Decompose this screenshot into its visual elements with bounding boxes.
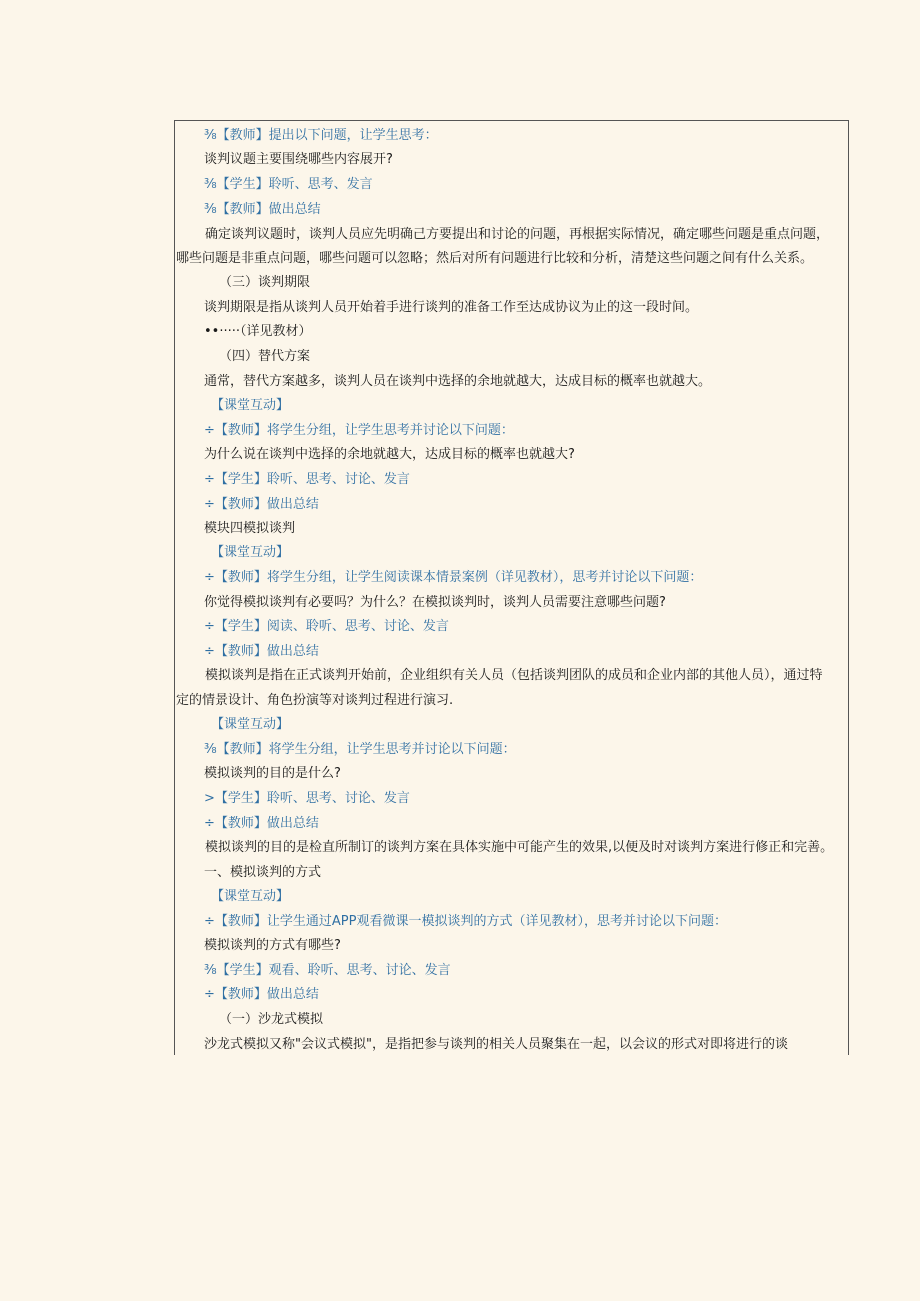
student-activity: ⅜【学生】观看、聆听、思考、讨论、发言 bbox=[204, 963, 451, 978]
class-interaction-heading: 【课堂互动】 bbox=[211, 398, 290, 413]
module-heading: 模块四模拟谈判 bbox=[204, 521, 296, 536]
teacher-summary: ÷【教师】做出总结 bbox=[204, 497, 319, 512]
student-activity: ÷【学生】聆听、思考、讨论、发言 bbox=[204, 472, 410, 487]
paragraph-line: 通常，替代方案越多，谈判人员在谈判中选择的余地就越大，达成目标的概率也就越大。 bbox=[204, 374, 712, 389]
question-text: 模拟谈判的方式有哪些? bbox=[204, 938, 341, 953]
paragraph-line: 谈判期限是指从谈判人员开始着手进行谈判的准备工作至达成协议为止的这一段时间。 bbox=[204, 300, 699, 315]
paragraph-line: 模拟谈判的目的是检直所制订的谈判方案在具体实施中可能产生的效果,以便及时对谈判方案进行修正和完善。 bbox=[205, 840, 834, 855]
paragraph-line: 哪些问题是非重点问题，哪些问题可以忽略；然后对所有问题进行比较和分析，清楚这些问题之间有什么关系。 bbox=[176, 251, 814, 266]
paragraph-line: 模拟谈判是指在正式谈判开始前，企业组织有关人员（包括谈判团队的成员和企业内部的其他人员），通过特 bbox=[205, 668, 823, 683]
teacher-question-prompt: ÷【教师】将学生分组，让学生阅读课本情景案例（详见教材），思考并讨论以下问题： bbox=[204, 570, 703, 585]
teacher-question-prompt: ⅜【教师】将学生分组，让学生思考并讨论以下问题： bbox=[204, 742, 516, 757]
student-activity: ÷【学生】阅读、聆听、思考、讨论、发言 bbox=[204, 619, 449, 634]
question-text: 你觉得模拟谈判有必要吗？为什么？在模拟谈判时，谈判人员需要注意哪些问题? bbox=[204, 595, 666, 610]
question-text: 谈判议题主要围绕哪些内容展开? bbox=[204, 152, 393, 167]
teacher-question-prompt: ÷【教师】将学生分组，让学生思考并讨论以下问题： bbox=[204, 423, 514, 438]
section-heading: （一）沙龙式模拟 bbox=[219, 1012, 324, 1027]
question-text: 为什么说在谈判中选择的余地就越大，达成目标的概率也就越大? bbox=[204, 447, 575, 462]
paragraph-line: 沙龙式模拟又称"会议式模拟"，是指把参与谈判的相关人员聚集在一起，以会议的形式对即将进行的谈 bbox=[204, 1037, 788, 1052]
class-interaction-heading: 【课堂互动】 bbox=[211, 889, 290, 904]
section-heading: （三）谈判期限 bbox=[219, 275, 311, 290]
teacher-summary: ÷【教师】做出总结 bbox=[204, 816, 319, 831]
teacher-question-prompt: ÷【教师】让学生通过APP观看微课一模拟谈判的方式（详见教材），思考并讨论以下问题： bbox=[204, 914, 727, 929]
teacher-summary: ÷【教师】做出总结 bbox=[204, 644, 319, 659]
ellipsis-reference: ••·····（详见教材） bbox=[204, 324, 312, 339]
teacher-summary: ÷【教师】做出总结 bbox=[204, 987, 319, 1002]
paragraph-line: 确定谈判议题时，谈判人员应先明确己方要提出和讨论的问题，再根据实际情况，确定哪些问题是重点问题， bbox=[205, 227, 830, 242]
paragraph-line: 定的情景设计、角色扮演等对谈判过程进行演习. bbox=[176, 693, 454, 708]
class-interaction-heading: 【课堂互动】 bbox=[211, 545, 290, 560]
class-interaction-heading: 【课堂互动】 bbox=[211, 717, 290, 732]
teacher-summary: ⅜【教师】做出总结 bbox=[204, 202, 321, 217]
student-activity: ⅜【学生】聆听、思考、发言 bbox=[204, 177, 373, 192]
section-heading: 一、模拟谈判的方式 bbox=[204, 865, 322, 880]
question-text: 模拟谈判的目的是什么? bbox=[204, 766, 341, 781]
teacher-question-prompt: ⅜【教师】提出以下问题，让学生思考： bbox=[204, 128, 438, 143]
section-heading: （四）替代方案 bbox=[219, 349, 311, 364]
student-activity: >【学生】聆听、思考、讨论、发言 bbox=[204, 791, 410, 806]
